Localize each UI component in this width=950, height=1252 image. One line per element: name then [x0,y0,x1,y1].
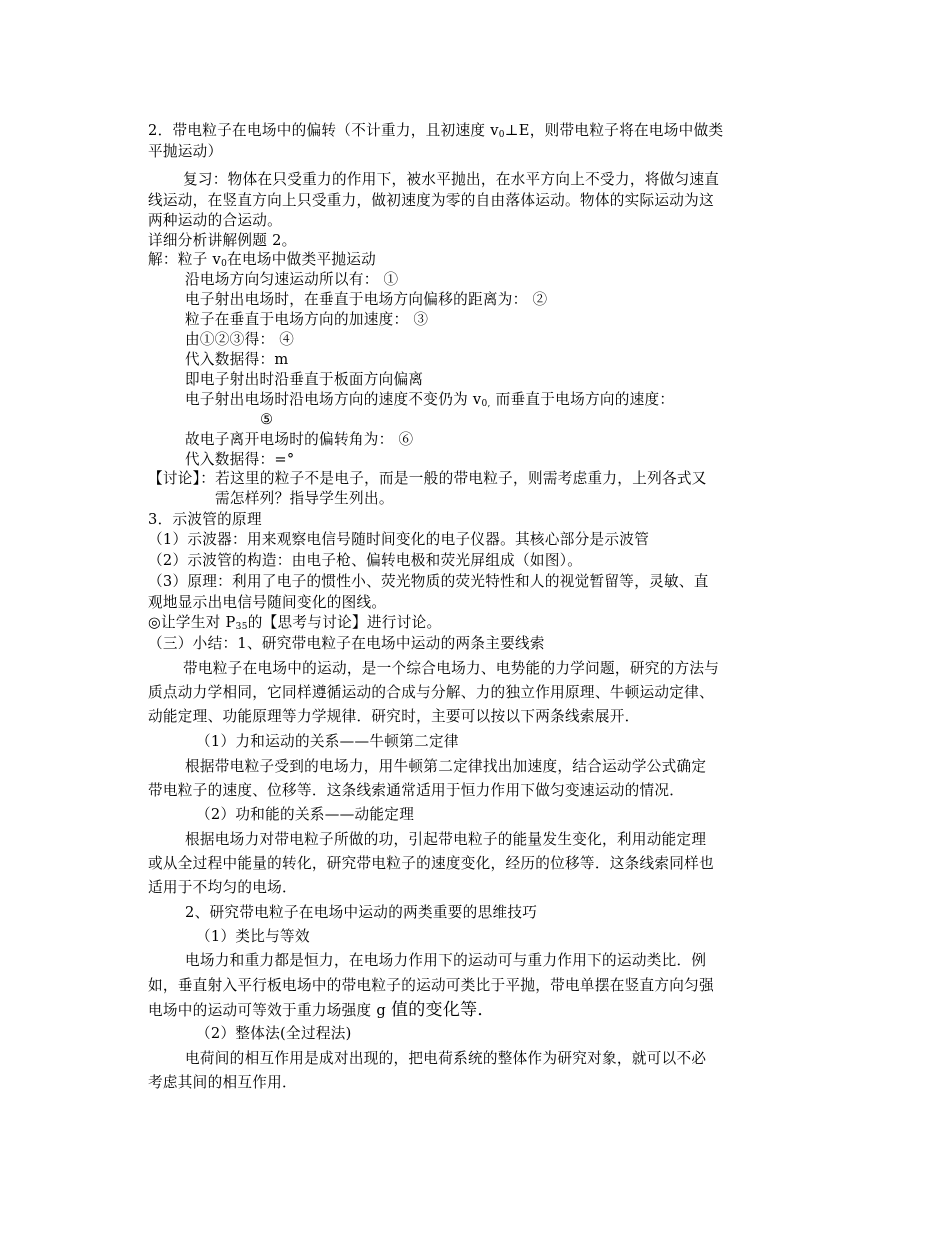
summary-heading: （三）小结：1、研究带电粒子在电场中运动的两条主要线索 [148,635,545,652]
solution-step-9: 代入数据得：=° [185,451,295,468]
solution-step-1: 沿电场方向匀速运动所以有： ① [185,271,399,288]
text-line: 动能定理、功能原理等力学规律．研究时，主要可以按以下两条线索展开． [148,708,640,725]
subheading: （2）功和能的关系——动能定理 [196,806,415,823]
solution-step-3: 粒子在垂直于电场方向的加速度： ③ [185,311,429,328]
subheading: （1）力和运动的关系——牛顿第二定律 [196,733,459,750]
text-line: 电场力和重力都是恒力，在电场力作用下的运动可与重力作用下的运动类比．例 [185,952,707,969]
text-line: 两种运动的合运动。 [148,212,283,229]
subheading: （2）整体法(全过程法) [196,1025,352,1042]
text-line: 根据电场力对带电粒子所做的功，引起带电粒子的能量发生变化，利用动能定理 [185,831,707,848]
text-line: 如，垂直射入平行板电场中的带电粒子的运动可类比于平抛，带电单摆在竖直方向匀强 [148,977,714,994]
text-line: 质点动力学相同，它同样遵循运动的合成与分解、力的独立作用原理、牛顿运动定律、 [148,684,714,701]
section-3-heading: 3．示波管的原理 [148,511,262,528]
discussion-paragraph: 【讨论】：若这里的粒子不是电子，而是一般的带电粒子，则需考虑重力，上列各式又 [148,470,707,487]
text-line: 考虑其间的相互作用． [148,1074,297,1091]
summary-paragraph: 带电粒子在电场中的运动，是一个综合电场力、电势能的力学问题，研究的方法与 [183,660,720,677]
text-line: 详细分析讲解例题 2。 [148,232,297,249]
section-2-heading: 2．带电粒子在电场中的偏转（不计重力，且初速度 $v_0\perp E$，则带电粒子将在电场中做类 [148,122,724,140]
subheading: （1）类比与等效 [196,928,310,945]
text-line: 或从全过程中能量的转化，研究带电粒子的速度变化，经历的位移等．这条线索同样也 [148,855,714,872]
list-item: （2）示波管的构造：由电子枪、偏转电极和荧光屏组成（如图）。 [148,552,583,569]
subheading: 2、研究带电粒子在电场中运动的两类重要的思维技巧 [185,904,538,921]
text-line: 线运动，在竖直方向上只受重力，做初速度为零的自由落体运动。物体的实际运动为这 [148,192,714,209]
text-line: 电荷间的相互作用是成对出现的，把电荷系统的整体作为研究对象，就可以不必 [185,1050,707,1067]
solution-step-7: 电子射出电场时沿电场方向的速度不变仍为 $v_{0,}$ 而垂直于电场方向的速度： [185,391,675,409]
text-line: 带电粒子的速度、位移等．这条线索通常适用于恒力作用下做匀变速运动的情况． [148,782,685,799]
activity-line: ◎让学生对 $P_{35}$的【思考与讨论】进行讨论。 [148,614,442,632]
equation-marker-5: ⑤ [260,411,274,428]
review-paragraph: 复习：物体在只受重力的作用下，被水平抛出，在水平方向上不受力，将做匀速直 [183,171,720,188]
list-item: （1）示波器：用来观察电信号随时间变化的电子仪器。其核心部分是示波管 [148,531,650,548]
solution-heading: 解：粒子 $v_0$在电场中做类平抛运动 [148,251,377,269]
text-line: 需怎样列？指导学生列出。 [215,490,394,507]
solution-step-8: 故电子离开电场时的偏转角为： ⑥ [185,431,414,448]
solution-step-6: 即电子射出时沿垂直于板面方向偏离 [185,371,424,388]
solution-step-4: 由①②③得： ④ [185,331,295,348]
solution-step-5: 代入数据得：m [185,351,289,368]
text-line: 电场中的运动可等效于重力场强度 g 值的变化等． [148,1000,495,1020]
text-line: 适用于不均匀的电场． [148,879,297,896]
text-line: 观地显示出电信号随间变化的图线。 [148,594,387,611]
list-item: （3）原理：利用了电子的惯性小、荧光物质的荧光特性和人的视觉暂留等，灵敏、直 [148,573,709,590]
text-line: 平抛运动） [148,143,223,160]
text-line: 根据带电粒子受到的电场力，用牛顿第二定律找出加速度，结合运动学公式确定 [185,758,707,775]
solution-step-2: 电子射出电场时，在垂直于电场方向偏移的距离为： ② [185,291,548,308]
